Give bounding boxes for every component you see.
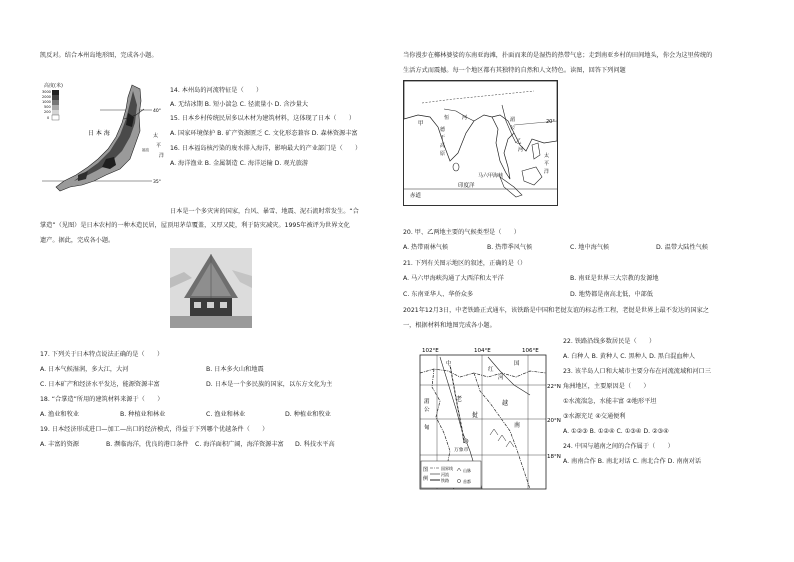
q20-option-c: C. 地中海气候 <box>570 244 610 251</box>
q17-stem: 17. 下列关于日本特点说法正确的是（ ） <box>40 351 164 358</box>
q20-option-d: D. 温带大陆性气候 <box>656 244 709 251</box>
svg-text:0: 0 <box>47 116 50 120</box>
q16-options: A. 海洋渔业 B. 金属制造 C. 海洋运输 D. 观光旅游 <box>170 160 309 167</box>
passage3-line2: 一，根据材料和地图完成各小题。 <box>403 322 496 329</box>
q18-stem: 18. “合掌造”所用的建筑材料来源于（ ） <box>40 396 164 403</box>
svg-text:太: 太 <box>153 133 159 139</box>
svg-text:首都: 首都 <box>463 479 471 484</box>
svg-text:河: 河 <box>462 115 468 121</box>
svg-text:太: 太 <box>544 153 550 159</box>
q20-option-a: A. 热带雨林气候 <box>403 244 449 251</box>
svg-text:3000: 3000 <box>42 90 51 94</box>
svg-text:河: 河 <box>498 375 504 381</box>
svg-text:湄: 湄 <box>510 117 516 123</box>
q24-stem: 24. 中国与越南之间的合作属于（ ） <box>563 443 674 450</box>
svg-text:恒: 恒 <box>444 115 450 121</box>
svg-text:22°N: 22°N <box>547 384 561 390</box>
q17-option-b: B. 日本多火山和地震 <box>206 366 264 373</box>
passage2-line1: 日本是一个多灾害的国家，台风、暴雪、地震、泥石流时常发生。“合 <box>170 208 359 215</box>
svg-text:106°E: 106°E <box>522 348 539 354</box>
q21-option-b: B. 南亚是世界三大宗教的发源地 <box>570 275 659 282</box>
svg-text:中: 中 <box>446 361 452 367</box>
svg-text:500: 500 <box>44 105 51 109</box>
svg-text:国: 国 <box>514 361 520 367</box>
q22-options: A. 白种人 B. 黄种人 C. 黑种人 D. 黑白混血种人 <box>563 353 695 360</box>
svg-text:平: 平 <box>156 143 162 149</box>
label-equator: 赤道 <box>410 193 422 199</box>
q18-option-b: B. 种植业和林业 <box>120 411 166 418</box>
label-jia: 甲 <box>418 121 424 127</box>
svg-text:40°: 40° <box>153 109 161 114</box>
svg-text:104°E: 104°E <box>474 348 491 354</box>
q14-options: A. 无结冰期 B. 短小湍急 C. 径流量小 D. 含沙量大 <box>170 101 309 108</box>
intro-south-asia-line1: 当你漫步在椰林婆娑的东南亚海滩，扑面而来的是湿热的热带气息；走到南亚乡村的田间地头，你会为这里传统的 <box>403 52 713 59</box>
q21-option-a: A. 马六甲海峡沟通了大西洋和太平洋 <box>403 275 504 282</box>
svg-text:35°: 35° <box>153 180 161 185</box>
q19-option-d: D. 科技水平高 <box>295 441 335 448</box>
q19-option-a: A. 丰富的资源 <box>40 441 79 448</box>
japan-terrain-map <box>40 75 173 195</box>
svg-text:18°N: 18°N <box>547 454 561 460</box>
q24-options: A. 南南合作 B. 南北对话 C. 南北合作 D. 南南对话 <box>563 458 702 465</box>
svg-text:老: 老 <box>456 396 463 403</box>
svg-text:挝: 挝 <box>472 412 479 419</box>
intro-south-asia-line2: 生活方式而震撼。每一个地区都有其独特的自然和人文特色。读图，回答下列问题 <box>403 67 626 74</box>
q18-option-c: C. 渔业和林业 <box>206 411 246 418</box>
svg-text:国界线: 国界线 <box>441 466 453 471</box>
svg-text:例: 例 <box>423 476 429 482</box>
svg-text:高: 高 <box>440 143 446 149</box>
svg-text:平: 平 <box>544 161 550 167</box>
svg-text:洋: 洋 <box>159 153 165 159</box>
q17-option-a: A. 日本气候湿润，多大江，大河 <box>40 366 129 373</box>
intro-japan-map: 凯反对。结合本州岛地形图，完成各小题。 <box>40 52 158 59</box>
svg-text:干: 干 <box>440 135 446 141</box>
svg-text:南: 南 <box>514 422 521 429</box>
q14-stem: 14. 本州岛的河流特征是（ ） <box>170 87 263 94</box>
passage2-line2: 掌造”（见图）是日本农村的一种木造民居，屋顶用茅草覆盖，又厚又陡，利于防灾减灾。1995年被评为世界文化 <box>40 222 350 229</box>
q15-stem: 15. 日本乡村传统民居多以木材为建筑材料，这体现了日本（ ） <box>170 115 356 122</box>
q17-option-c: C. 日本矿产和经济水平发达，能源资源丰富 <box>40 381 160 388</box>
q21-option-c: C. 东南亚华人、华侨众多 <box>403 291 474 298</box>
svg-text:湄: 湄 <box>424 399 430 405</box>
q18-option-a: A. 渔业和牧业 <box>40 411 79 418</box>
sea-label: 日 本 海 <box>88 130 110 137</box>
svg-text:公: 公 <box>510 125 516 131</box>
svg-text:河: 河 <box>518 147 524 153</box>
svg-text:山脉: 山脉 <box>463 468 471 473</box>
q23-stem-line2: 角洲地区，主要原因是（ ） <box>563 383 650 390</box>
south-southeast-asia-map <box>403 80 558 206</box>
q20-stem: 20. 甲、乙两地主要的气候类型是（ ） <box>403 229 520 236</box>
svg-text:德: 德 <box>440 127 446 133</box>
svg-text:越: 越 <box>502 400 509 407</box>
passage3-line1: 2021年12月3日，中老铁路正式通车，该铁路是中国和老挝友谊的标志性工程，老挝是世界上最不发达的国家之 <box>403 307 709 314</box>
svg-text:公: 公 <box>424 407 430 413</box>
q18-option-d: D. 种植业和牧业 <box>285 411 331 418</box>
q16-stem: 16. 日本福岛核污染的废水排入海洋，影响最大的产业部门是（ ） <box>170 145 362 152</box>
gassho-house-photo <box>170 248 252 328</box>
label-indian-ocean: 印度洋 <box>458 183 475 189</box>
q22-stem: 22. 铁路沿线多数居民是（ ） <box>563 338 656 345</box>
svg-text:20°: 20° <box>546 119 555 125</box>
laos-railway-map <box>410 343 561 493</box>
q19-option-c: C. 海洋面积广阔，海洋资源丰富 <box>195 441 284 448</box>
svg-text:图: 图 <box>423 467 429 473</box>
svg-text:200: 200 <box>44 110 51 114</box>
q23-options: A. ①②③ B. ①②④ C. ①③④ D. ②③④ <box>563 428 669 435</box>
label-yi: 乙 <box>516 139 522 145</box>
svg-text:洋: 洋 <box>544 169 550 175</box>
svg-text:红: 红 <box>488 367 494 373</box>
q19-stem: 19. 日本经济形成进口—加工—出口的经济模式，得益于下列哪个优越条件（ ） <box>40 426 269 433</box>
svg-text:河流: 河流 <box>441 472 449 477</box>
svg-text:原: 原 <box>440 151 446 157</box>
legend-title: 高度(米) <box>44 83 63 89</box>
svg-text:102°E: 102°E <box>422 348 439 354</box>
q23-stem-line1: 23. 该半岛人口和大城市主要分布在河流流域和河口三 <box>563 368 711 375</box>
svg-text:铁路: 铁路 <box>441 478 449 483</box>
city-label-fukushima: 福岛 <box>142 148 150 152</box>
passage2-line3: 遗产。据此，完成各小题。 <box>40 237 115 244</box>
svg-text:1000: 1000 <box>42 100 51 104</box>
q19-option-b: B. 濒临海洋，优良的港口条件 <box>106 441 189 448</box>
svg-text:20°N: 20°N <box>547 418 561 424</box>
q17-option-d: D. 日本是一个多民族的国家，以东方文化为主 <box>206 381 333 388</box>
q21-stem: 21. 下列有关图示地区的叙述，正确的是（） <box>403 260 527 267</box>
q15-options: A. 国家环境保护 B. 矿产资源匮乏 C. 文化形态兼容 D. 森林资源丰富 <box>170 130 358 137</box>
svg-text:甸: 甸 <box>424 425 430 431</box>
svg-text:2000: 2000 <box>42 95 51 99</box>
q23-items-line2: ③水源充足 ④交通便利 <box>563 413 626 420</box>
q21-option-d: D. 地势都是南高北低，中部低 <box>570 291 653 298</box>
q20-option-b: B. 热带季风气候 <box>487 244 533 251</box>
q23-items-line1: ①水流湍急，水能丰富 ②地形平坦 <box>563 398 657 405</box>
label-vientiane: 万象市 <box>454 448 469 453</box>
label-malacca-strait: 马六甲海峡 <box>478 173 504 179</box>
